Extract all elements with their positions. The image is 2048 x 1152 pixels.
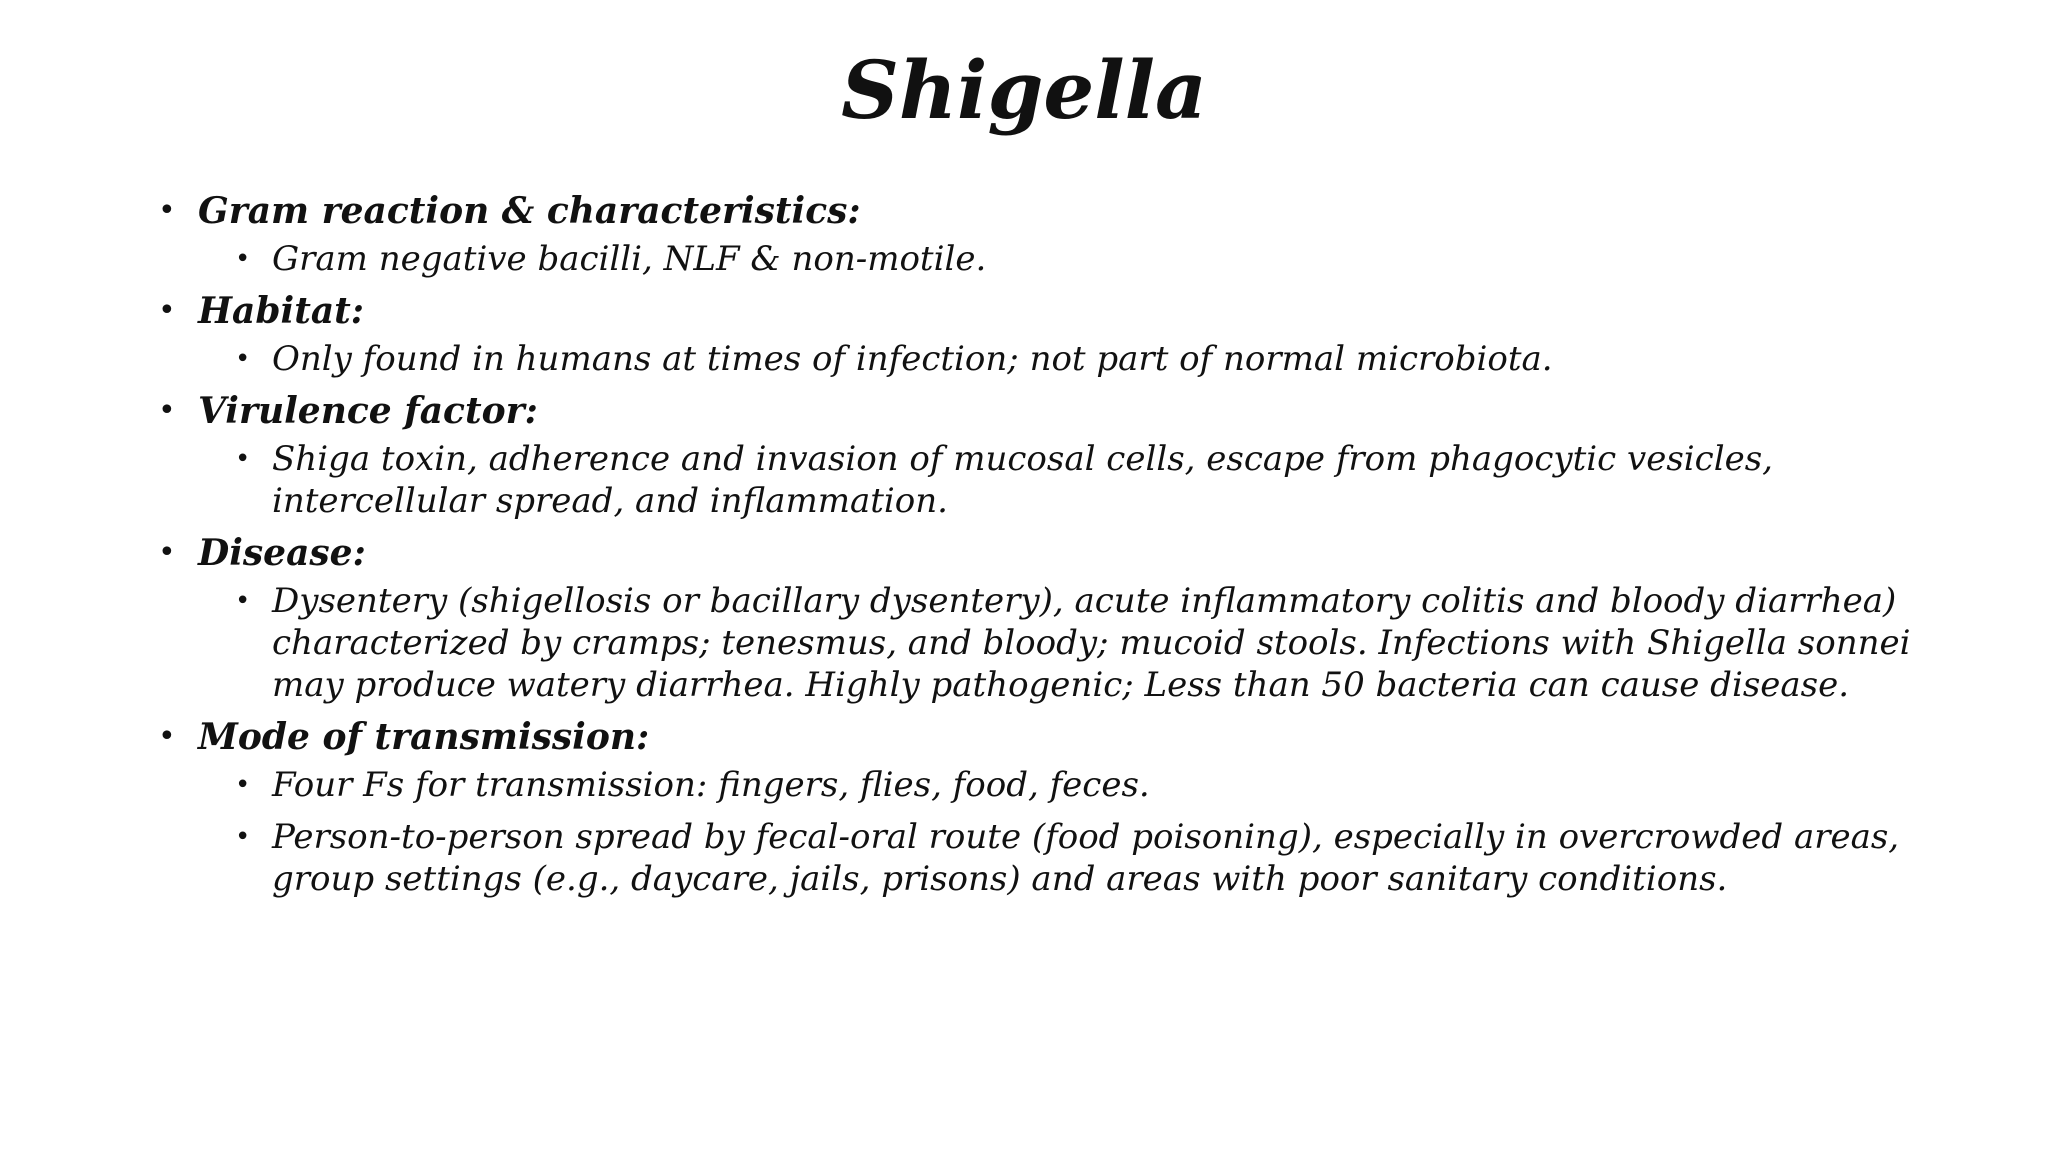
bullet-icon: • [235,444,251,474]
item-text: Dysentery (shigellosis or bacillary dysentery), acute inflammatory colitis and bloody diarrhea) characterized by cramps; tenesmus, and bloody; mucoid stools. Infections with Shigella sonnei may produce watery diarrhea. Highly pathogenic; Less than 50 bacteria can cause disease. [272,581,1911,705]
bullet-list [158,190,1918,910]
bullet-icon: • [235,344,251,374]
bullet-icon: • [158,719,176,754]
bullet-icon: • [158,293,176,328]
list-item [235,764,1918,806]
item-text: Person-to-person spread by fecal-oral route (food poisoning), especially in overcrowded areas, group settings (e.g., daycare, jails, prisons) and areas with poor sanitary conditions. [272,817,1900,899]
sub-list [198,438,1918,522]
bullet-icon: • [158,193,176,228]
bullet-icon: • [235,770,251,800]
sub-list [198,764,1918,900]
bullet-icon: • [158,393,176,428]
section-heading: Gram reaction & characteristics: [198,190,861,232]
list-item [235,338,1918,380]
section-heading: Virulence factor: [198,390,538,432]
section-virulence-factor [158,390,1918,522]
list-item [235,816,1918,900]
section-heading: Mode of transmission: [198,716,650,758]
slide-title: Shigella [841,43,1207,137]
section-heading: Disease: [198,532,366,574]
sub-list [198,580,1918,706]
section-mode-of-transmission [158,716,1918,900]
list-item [235,238,1918,280]
section-disease [158,532,1918,706]
section-habitat [158,290,1918,380]
bullet-icon: • [158,535,176,570]
sub-list [198,338,1918,380]
bullet-icon: • [235,822,251,852]
bullet-icon: • [235,586,251,616]
section-gram-reaction [158,190,1918,280]
item-text: Shiga toxin, adherence and invasion of mucosal cells, escape from phagocytic vesicles, intercellular spread, and inflammation. [272,439,1773,521]
list-item [235,580,1918,706]
item-text: Gram negative bacilli, NLF & non-motile. [272,239,987,279]
bullet-icon: • [235,244,251,274]
sub-list [198,238,1918,280]
item-text: Four Fs for transmission: fingers, flies, food, feces. [272,765,1150,805]
item-text: Only found in humans at times of infection; not part of normal microbiota. [272,339,1553,379]
list-item [235,438,1918,522]
section-heading: Habitat: [198,290,365,332]
